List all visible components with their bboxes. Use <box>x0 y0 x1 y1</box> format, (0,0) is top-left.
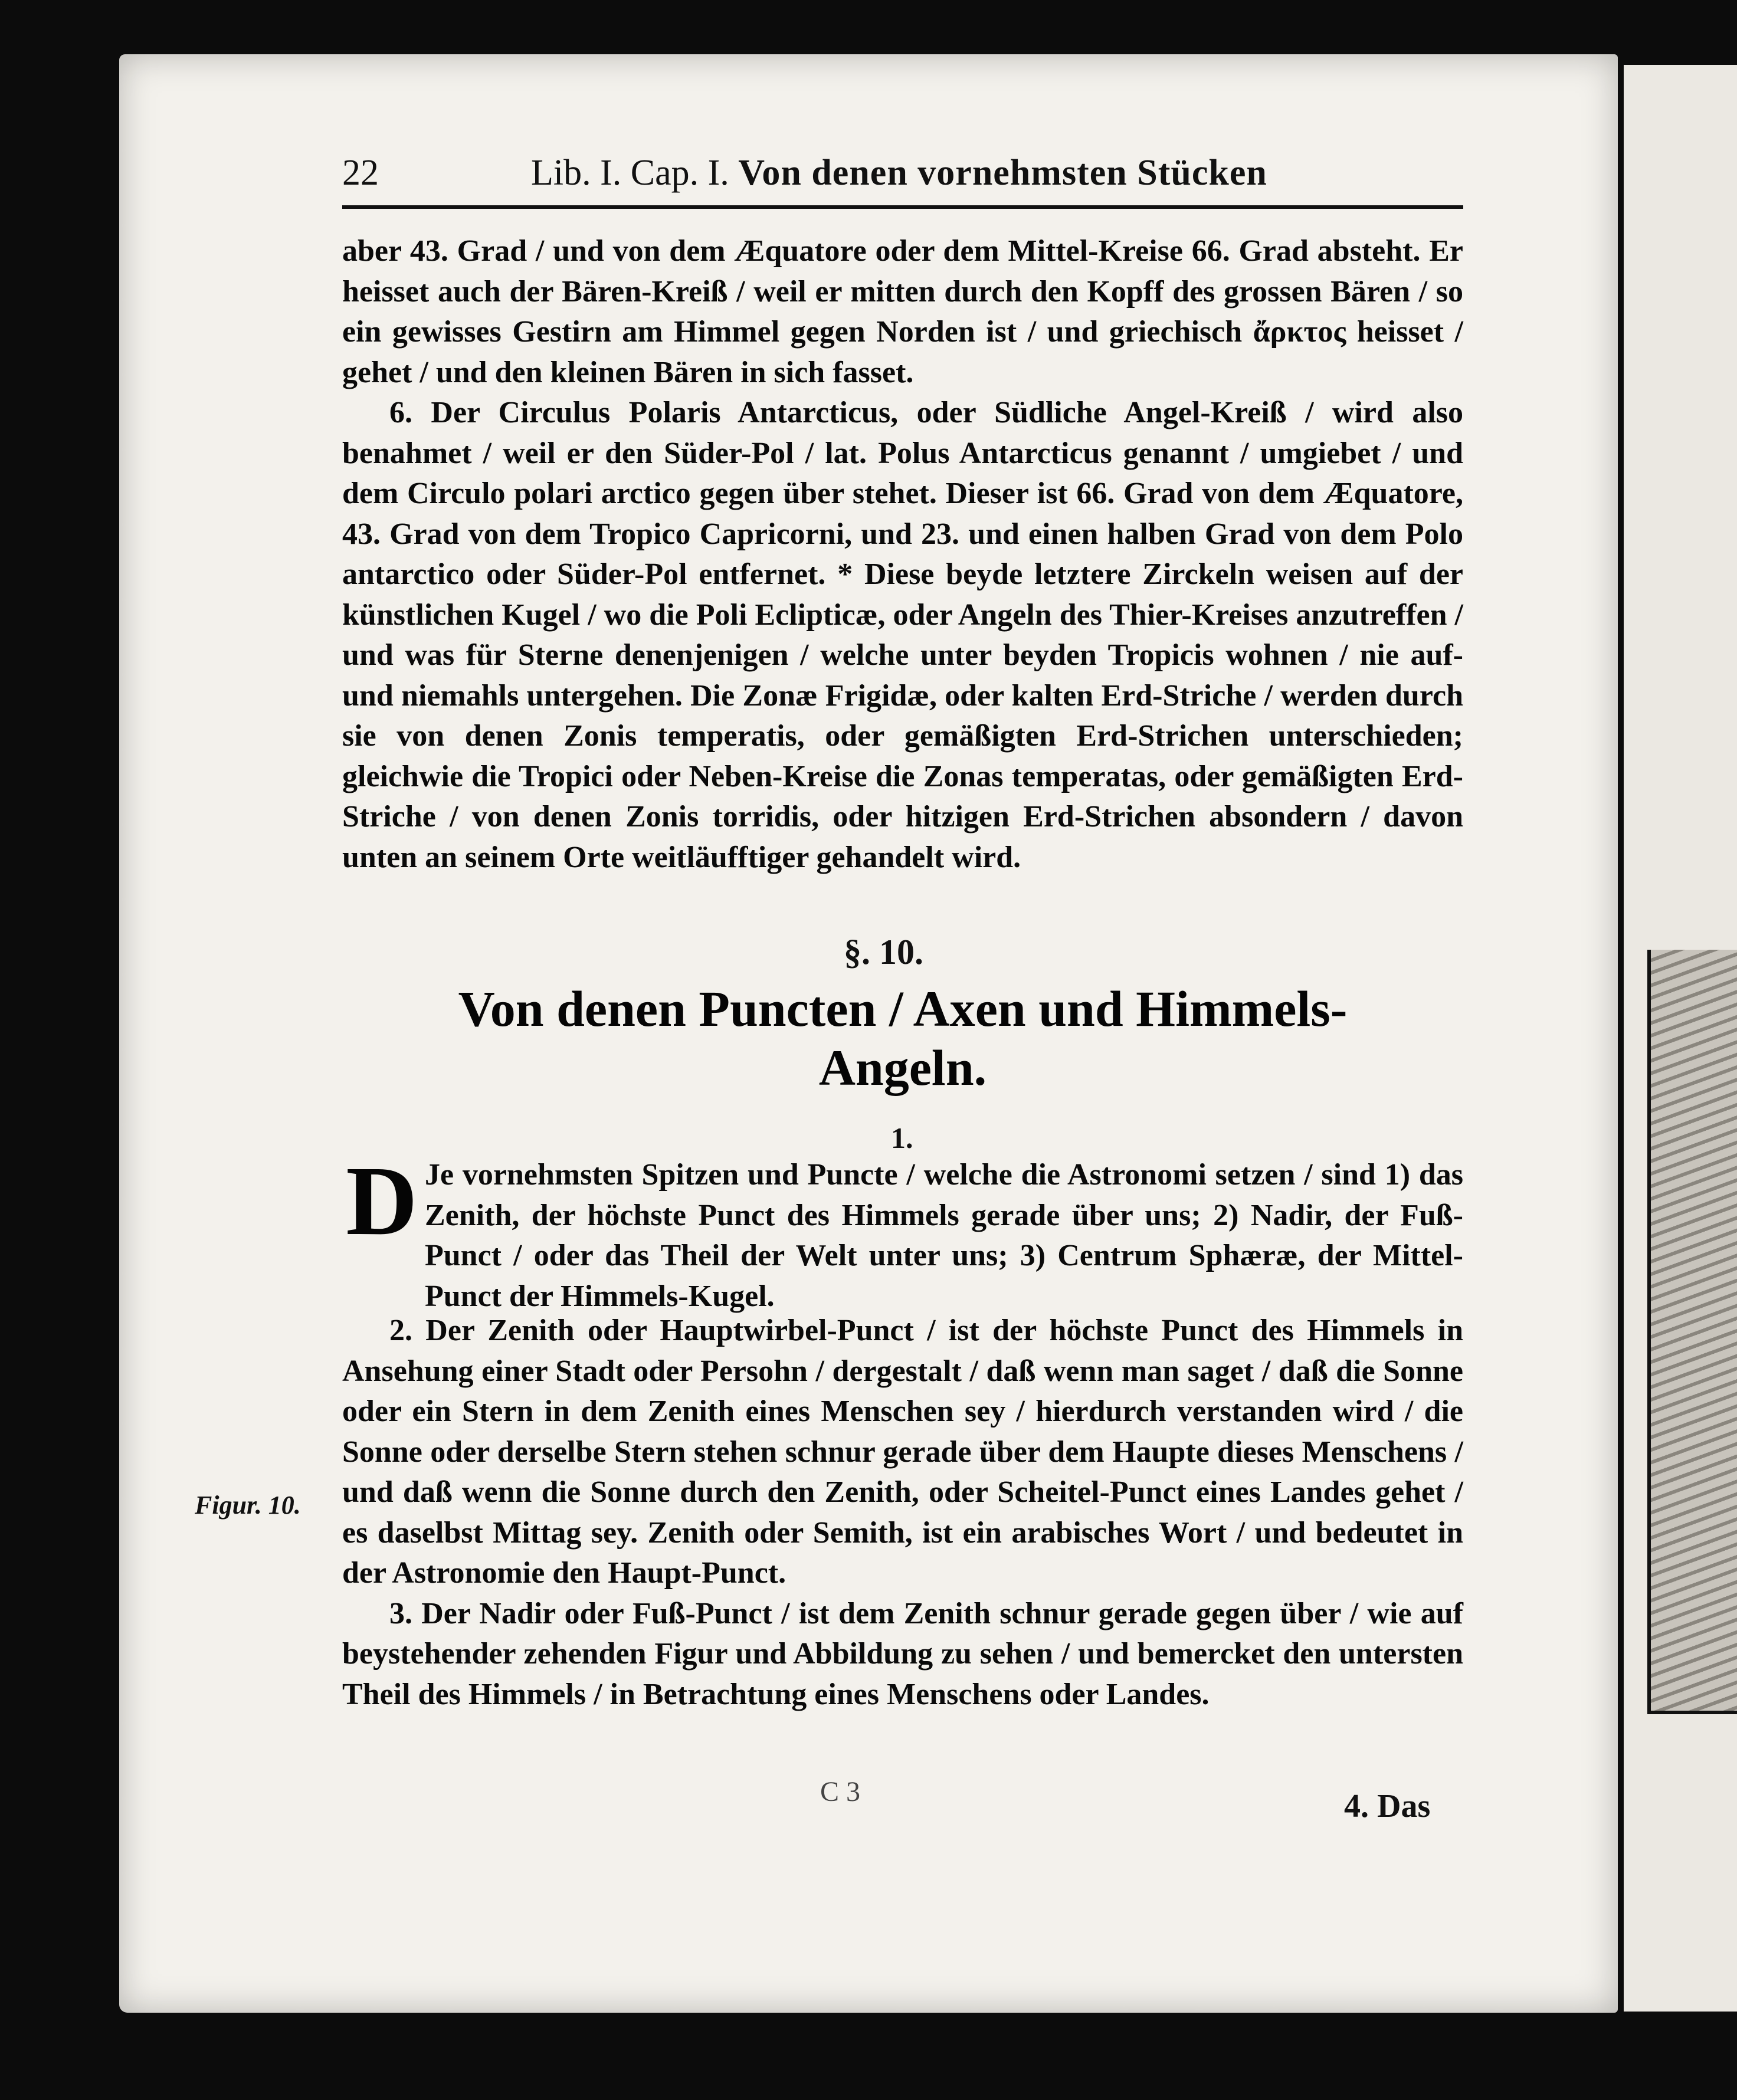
drop-cap-initial: D <box>346 1146 418 1256</box>
paragraph: aber 43. Grad / und von dem Æquatore oder dem Mittel-Kreise 66. Grad absteht. Er heisset auch der Bären-Kreiß / weil er mitten durch den Kopff des grossen Bären / so ein gewisses Gestirn am Himmel gegen Norden ist / und griechisch ἄρκτος heisset / gehet / und den kleinen Bären in sich fasset. <box>342 234 1463 389</box>
paragraph: 6. Der Circulus Polaris Antarcticus, oder Südliche Angel-Kreiß / wird also benahmet / weil er den Süder-Pol / lat. Polus Antarcticus genannt / umgiebet / und dem Circulo polari arctico gegen über stehet. Dieser ist 66. Grad von dem Æquatore, 43. Grad von dem Tropico Capricorni, und 23. und einen halben Grad von dem Polo antarctico oder Süder-Pol entfernet. * Diese beyde letztere Zirckeln weisen auf der künstlichen Kugel / wo die Poli Eclipticæ, oder Angeln des Thier-Kreises anzutreffen / und was für Sterne denenjenigen / welche unter beyden Tropicis wohnen / nie auf- und niemahls untergehen. Die Zonæ Frigidæ, oder kalten Erd-Striche / werden durch sie von denen Zonis temperatis, oder gemäßigten Erd-Strichen unterschieden; gleichwie die Tropici oder Neben-Kreise die Zonas temperatas, oder gemäßigten Erd-Striche / von denen Zonis torridis, oder hitzigen Erd-Strichen absondern / davon unten an seinem Orte weitläufftiger gehandelt wird. <box>342 396 1463 874</box>
drop-cap-paragraph: Je vornehmsten Spitzen und Puncte / welche die Astronomi setzen / sind 1) das Zenith, der höchste Punct des Himmels gerade über uns; 2) Nadir, der Fuß-Punct / oder das Theil der Welt unter uns; 3) Centrum Sphæræ, der Mittel-Punct der Himmels-Kugel. <box>425 1158 1463 1313</box>
subsection-number: 1. <box>891 1121 913 1154</box>
running-head-title: Von denen vornehmsten Stücken <box>738 153 1267 193</box>
page-number: 22 <box>342 153 379 193</box>
section-number: §. 10. <box>844 933 923 972</box>
header-rule <box>342 205 1463 209</box>
text-block-top <box>342 231 1463 878</box>
margin-note: Figur. 10. <box>195 1491 301 1520</box>
section-title: Von denen Puncten / Axen und Himmels-Angeln. <box>458 980 1348 1096</box>
paragraph: 3. Der Nadir oder Fuß-Punct / ist dem Zenith schnur gerade gegen über / wie auf beystehender zehenden Figur und Abbildung zu sehen / und bemercket den untersten Theil des Himmels / in Betrachtung eines Menschens oder Landes. <box>342 1596 1463 1711</box>
running-head-chapter: Lib. I. Cap. I. <box>531 153 729 193</box>
paragraph: 2. Der Zenith oder Hauptwirbel-Punct / ist der höchste Punct des Himmels in Ansehung einer Stadt oder Persohn / dergestalt / daß wenn man saget / daß die Sonne oder ein Stern in dem Zenith eines Menschen sey / hierdurch verstanden wird / die Sonne oder derselbe Stern stehen schnur gerade über dem Haupte dieses Menschens / und daß wenn die Sonne durch den Zenith, oder Scheitel-Punct eines Landes gehet / es daselbst Mittag sey. Zenith oder Semith, ist ein arabisches Wort / und bedeutet in der Astronomie den Haupt-Punct. <box>342 1314 1463 1590</box>
page-header <box>342 152 1463 199</box>
signature-mark: C 3 <box>820 1776 861 1807</box>
running-head <box>531 152 1267 194</box>
facing-page-edge <box>1624 65 1737 2012</box>
text-block-bottom <box>342 1311 1463 1715</box>
catchword: 4. Das <box>1344 1788 1431 1825</box>
facing-page-illustration <box>1647 950 1737 1714</box>
